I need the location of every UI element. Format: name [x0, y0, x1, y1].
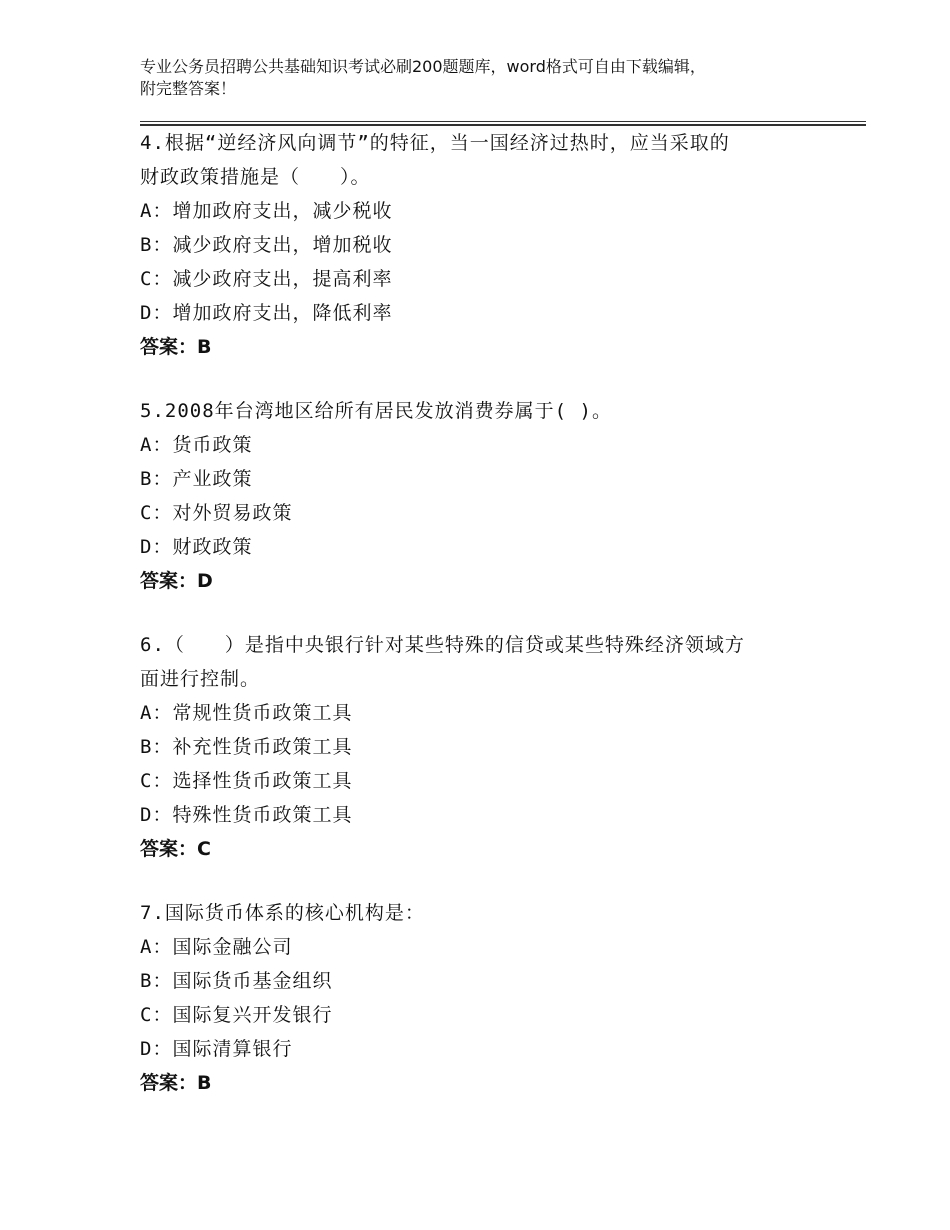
- question-text: 7.国际货币体系的核心机构是：: [140, 902, 425, 924]
- question-7: [140, 896, 840, 1100]
- answer-value: D: [197, 570, 213, 592]
- header-divider-thin: [140, 121, 866, 122]
- option-b: B：减少政府支出，增加税收: [140, 234, 393, 256]
- option-a: A：常规性货币政策工具: [140, 702, 353, 724]
- option-d: D：增加政府支出，降低利率: [140, 302, 393, 324]
- question-text: 6.（ ）是指中央银行针对某些特殊的信贷或某些特殊经济领域方: [140, 634, 745, 656]
- question-text: 财政政策措施是（ ）。: [140, 166, 371, 188]
- answer-value: C: [197, 838, 211, 860]
- question-4: [140, 126, 840, 364]
- answer-value: B: [197, 336, 212, 358]
- option-c: C：国际复兴开发银行: [140, 1004, 333, 1026]
- question-text: 5.2008年台湾地区给所有居民发放消费券属于( )。: [140, 400, 612, 422]
- option-a: A：货币政策: [140, 434, 253, 456]
- answer-label: 答案：: [140, 838, 198, 860]
- answer-label: 答案：: [140, 336, 198, 358]
- question-6: [140, 628, 840, 866]
- option-c: C：选择性货币政策工具: [140, 770, 353, 792]
- option-b: B：产业政策: [140, 468, 253, 490]
- option-d: D：国际清算银行: [140, 1038, 293, 1060]
- header-line-2: 附完整答案！: [140, 79, 237, 98]
- answer-label: 答案：: [140, 1072, 198, 1094]
- answer: [140, 832, 840, 866]
- header-line-1: 专业公务员招聘公共基础知识考试必刷200题题库，word格式可自由下载编辑，: [140, 57, 706, 76]
- answer-value: B: [197, 1072, 212, 1094]
- option-a: A：增加政府支出，减少税收: [140, 200, 393, 222]
- question-5: [140, 394, 840, 598]
- answer: [140, 330, 840, 364]
- answer: [140, 564, 840, 598]
- answer-label: 答案：: [140, 570, 198, 592]
- answer: [140, 1066, 840, 1100]
- document-header: [140, 56, 840, 100]
- option-c: C：减少政府支出，提高利率: [140, 268, 393, 290]
- option-c: C：对外贸易政策: [140, 502, 293, 524]
- question-text: 面进行控制。: [140, 668, 261, 690]
- option-d: D：特殊性货币政策工具: [140, 804, 353, 826]
- option-a: A：国际金融公司: [140, 936, 293, 958]
- question-text: 4.根据“逆经济风向调节”的特征，当一国经济过热时，应当采取的: [140, 132, 730, 154]
- question-list: [140, 126, 840, 1130]
- option-b: B：国际货币基金组织: [140, 970, 333, 992]
- option-d: D：财政政策: [140, 536, 253, 558]
- option-b: B：补充性货币政策工具: [140, 736, 353, 758]
